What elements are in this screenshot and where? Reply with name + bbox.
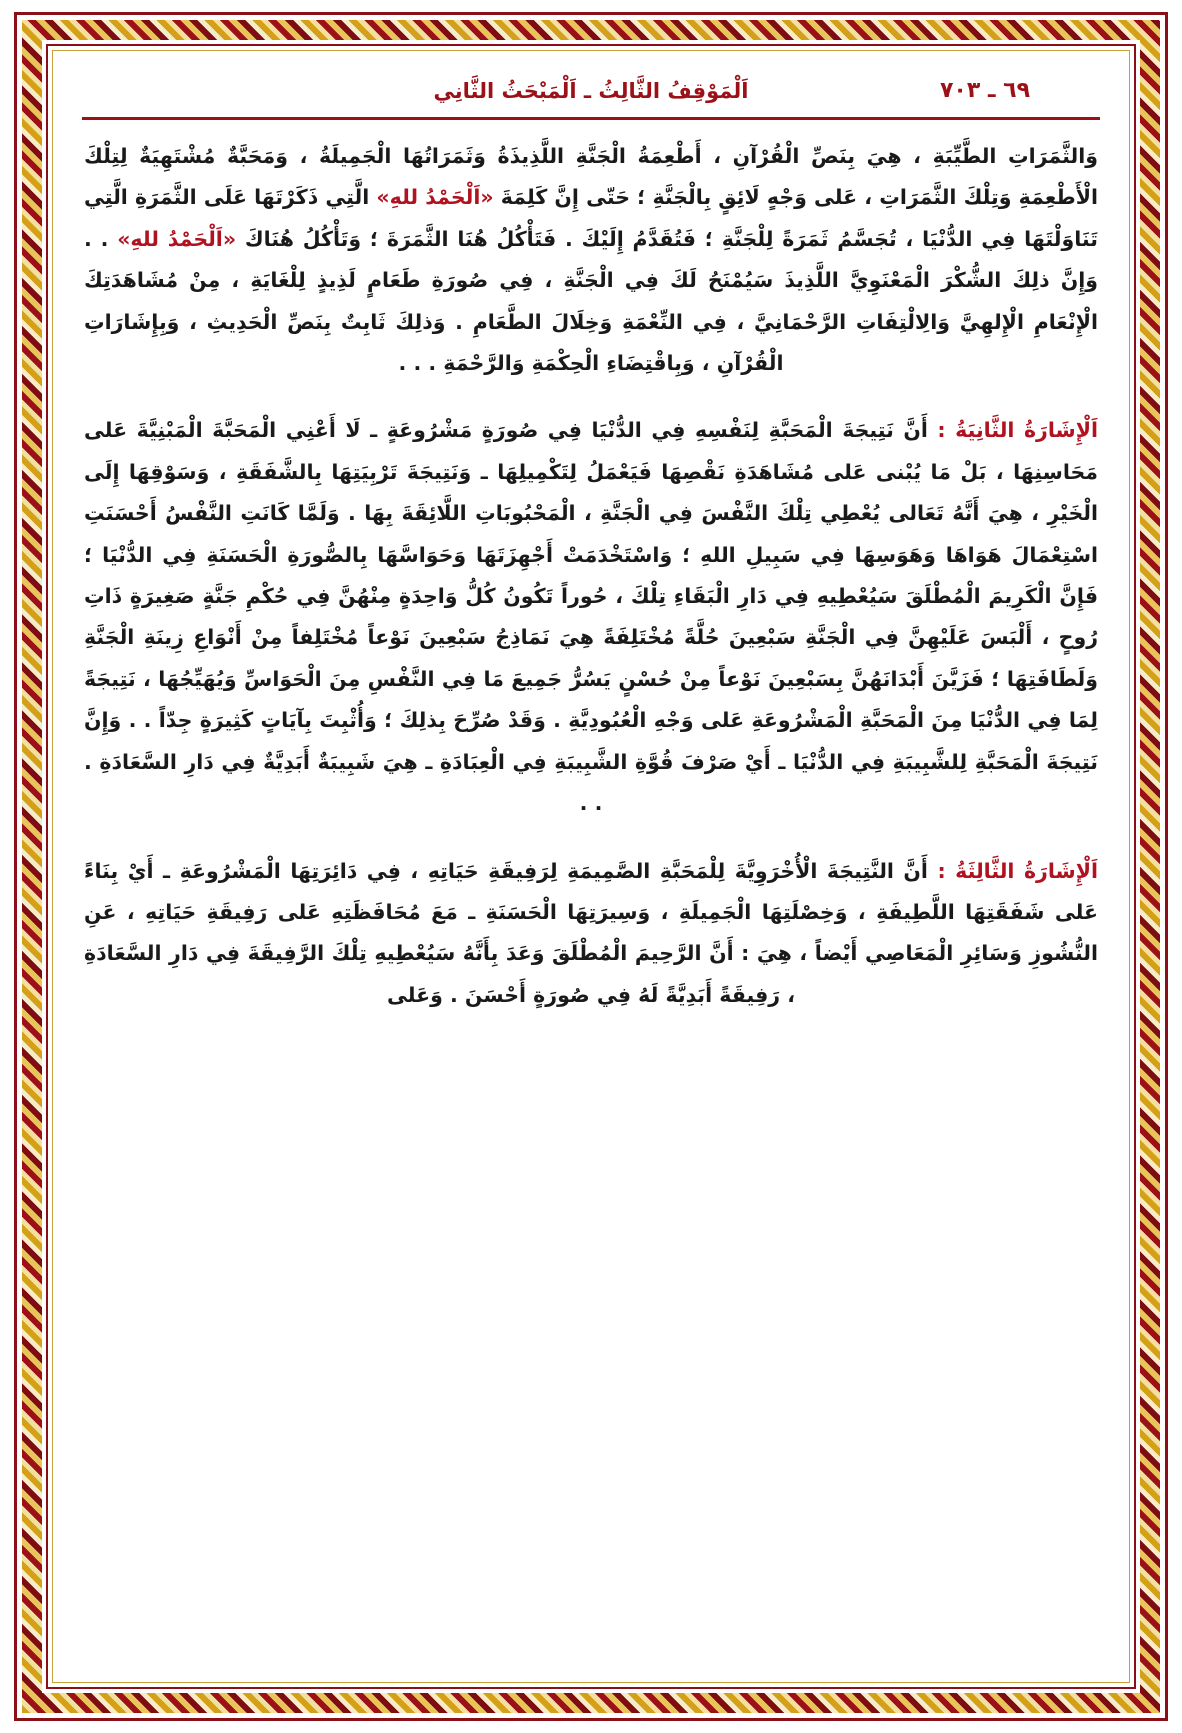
paragraph (84, 136, 1098, 384)
highlighted-phrase: «اَلْحَمْدُ للهِ» (376, 185, 494, 210)
highlighted-phrase: اَلْإِشَارَةُ الثَّالِثَةُ : (937, 858, 1098, 883)
page-content (60, 58, 1122, 1675)
paragraph-text: أَنَّ النَّتِيجَةَ الْأُخْرَوِيَّةَ لِلْمَحَبَّةِ الصَّمِيمَةِ لِرَفِيقَةِ حَيَاتِهِ ، فِي دَائِرَتِهَا الْمَشْرُوعَةِ ـ أَيْ بِنَاءً عَلى شَفَقَتِهَا اللَّطِيفَةِ ، وَخِصْلَتِهَا الْجَمِيلَةِ ، وَسِيرَتِهَا الْحَسَنَةِ ـ مَعَ مُحَافَظَتِهِ عَلى رَفِيقَةِ حَيَاتِهِ ، عَنِ النُّشُوزِ وَسَائِرِ الْمَعَاصِي أَيْضاً ، هِيَ : أَنَّ الرَّحِيمَ الْمُطْلَقَ وَعَدَ بِأَنَّهُ سَيُعْطِيهِ تِلْكَ الرَّفِيقَةَ فِي دَارِ السَّعَادَةِ ، رَفِيقَةً أَبَدِيَّةً لَهُ فِي صُورَةٍ أَحْسَنَ . وَعَلى (84, 858, 1098, 1007)
paragraph-text: وَالثَّمَرَاتِ الطَّيِّبَةِ ، هِيَ بِنَصِّ الْقُرْآنِ ، أَطْعِمَةُ الْجَنَّةِ اللَّذِيذَةُ وَثَمَرَاتُهَا الْجَمِيلَةُ ، وَمَحَبَّةٌ مُشْتَهِيَةٌ لِتِلْكَ الْأَطْعِمَةِ وَتِلْكَ الثَّمَرَاتِ ، عَلى وَجْهٍ لَائِقٍ بِالْجَنَّةِ ؛ حَتّى إِنَّ كَلِمَةَ (84, 144, 1098, 210)
paragraph (84, 851, 1098, 1017)
header-divider (82, 117, 1100, 120)
highlighted-phrase: «اَلْحَمْدُ للهِ» (117, 226, 237, 251)
paragraph-text: الَّتِي ذَكَرْتَهَا عَلَى الثَّمَرَةِ الَّتِي تَنَاوَلْتَهَا فِي الدُّنْيَا ، تُجَسَّمُ ثَمَرَةً لِلْجَنَّةِ ؛ فَتُقَدَّمُ إِلَيْكَ . فَتَأْكُلُ هُنَا الثَّمَرَةَ ؛ وَتَأْكُلُ هُنَاكَ (84, 185, 1098, 251)
page-title: اَلْمَوْقِفُ الثَّالِثُ ـ اَلْمَبْحَثُ الثَّانِي (433, 78, 749, 103)
document-body (74, 136, 1108, 1016)
highlighted-phrase: اَلْإِشَارَةُ الثَّانِيَةُ : (937, 418, 1099, 443)
page-header (74, 72, 1108, 107)
paragraph-text: أَنَّ نَتِيجَةَ الْمَحَبَّةِ لِنَفْسِهِ فِي الدُّنْيَا فِي صُورَةٍ مَشْرُوعَةٍ ـ لَا أَعْنِي الْمَحَبَّةَ الْمَبْنِيَّةَ عَلى مَحَاسِنِهَا ، بَلْ مَا يُبْنى عَلى مُشَاهَدَةِ نَقْصِهَا فَيَعْمَلُ لِتَكْمِيلِهَا ـ وَنَتِيجَةَ تَرْبِيَتِهَا بِالشَّفَقَةِ ، وَسَوْقِهَا إِلَى الْخَيْرِ ، هِيَ أَنَّهُ تَعَالى يُعْطِي تِلْكَ النَّفْسَ فِي الْجَنَّةِ ، الْمَحْبُوبَاتِ اللَّائِقَةَ بِهَا . وَلَمَّا كَانَتِ النَّفْسُ أَحْسَنَتِ اسْتِعْمَالَ هَوَاهَا وَهَوَسِهَا فِي سَبِيلِ اللهِ ؛ وَاسْتَخْدَمَتْ أَجْهِزَتَهَا وَحَوَاسَّهَا بِالصُّورَةِ الْحَسَنَةِ فِي الدُّنْيَا ؛ فَإِنَّ الْكَرِيمَ الْمُطْلَقَ سَيُعْطِيهِ فِي دَارِ الْبَقَاءِ تِلْكَ ، حُوراً تَكُونُ كُلُّ وَاحِدَةٍ مِنْهُنَّ فِي حُكْمِ جَنَّةٍ صَغِيرَةٍ ذَاتِ رُوحٍ ، أَلْبَسَ عَلَيْهِنَّ فِي الْجَنَّةِ سَبْعِينَ حُلَّةً مُخْتَلِفَةً هِيَ نَمَاذِجُ سَبْعِينَ نَوْعاً مُخْتَلِفاً مِنْ أَنْوَاعِ زِينَةِ الْجَنَّةِ وَلَطَافَتِهَا ؛ فَزَيَّنَ أَبْدَانَهُنَّ بِسَبْعِينَ نَوْعاً مِنْ حُسْنٍ يَسُرُّ جَمِيعَ مَا فِي النَّفْسِ مِنَ الْحَوَاسِّ وَيُهَيِّجُهَا ، نَتِيجَةً لِمَا فِي الدُّنْيَا مِنَ الْمَحَبَّةِ الْمَشْرُوعَةِ عَلى وَجْهِ الْعُبُودِيَّةِ . وَقَدْ صُرِّحَ بِذلِكَ ؛ وَأُثْبِتَ بِآيَاتٍ كَثِيرَةٍ جِدّاً . . وَإِنَّ نَتِيجَةَ الْمَحَبَّةِ لِلشَّبِيبَةِ فِي الدُّنْيَا ـ أَيْ صَرْفَ قُوَّةِ الشَّبِيبَةِ فِي الْعِبَادَةِ ـ هِيَ شَبِيبَةٌ أَبَدِيَّةٌ فِي دَارِ السَّعَادَةِ . . . (84, 418, 1098, 816)
paragraph-text: . . وَإِنَّ ذلِكَ الشُّكْرَ الْمَعْنَوِيَّ اللَّذِيذَ سَيُمْنَحُ لَكَ فِي الْجَنَّةِ ، فِي صُورَةِ طَعَامٍ لَذِيذٍ لِلْغَايَةِ ، مِنْ مُشَاهَدَتِكَ الْإِنْعَامِ الْإِلهِيَّ وَالِالْتِفَاتِ الرَّحْمَانِيَّ ، فِي النِّعْمَةِ وَخِلَالَ الطَّعَامِ . وَذلِكَ ثَابِتٌ بِنَصِّ الْحَدِيثِ ، وَبِإِشَارَاتِ الْقُرْآنِ ، وَبِاقْتِضَاءِ الْحِكْمَةِ وَالرَّحْمَةِ . . . (84, 226, 1098, 376)
paragraph (84, 410, 1098, 824)
page-number: ٦٩ ـ ٧٠٣ (940, 78, 1030, 103)
